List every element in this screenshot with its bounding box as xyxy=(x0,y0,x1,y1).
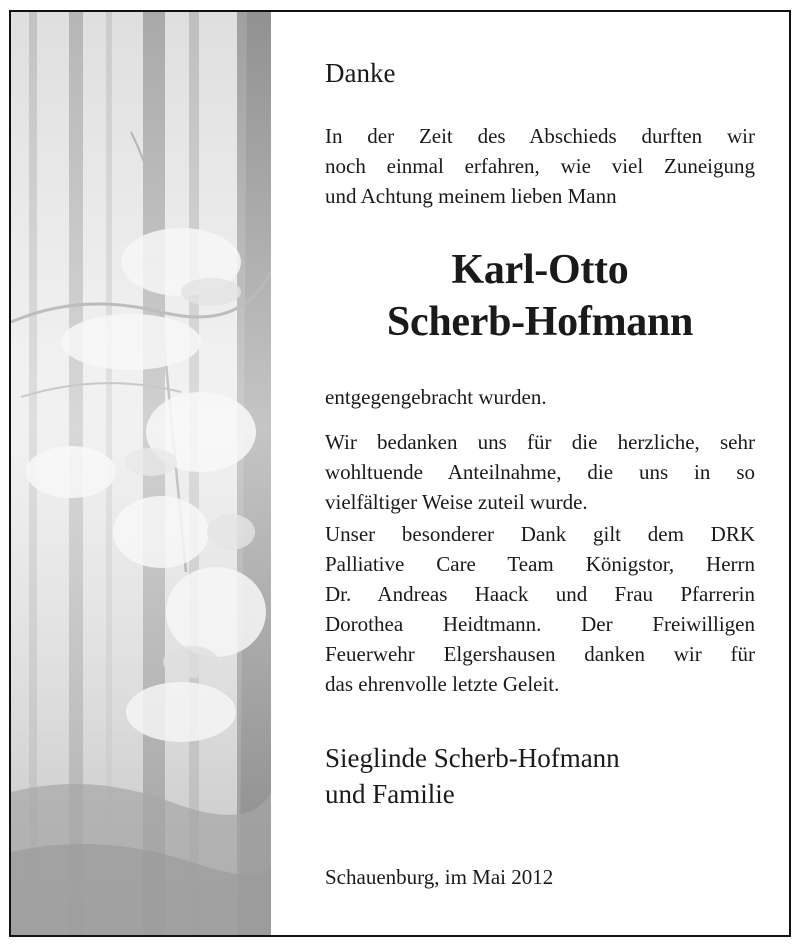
signature-line: Sieglinde Scherb-Hofmann xyxy=(325,743,620,773)
special-thanks-line: Palliative Care Team Königstor, Herrn xyxy=(325,552,755,576)
deceased-name xyxy=(325,244,755,348)
intro-line: In der Zeit des Abschieds durften wir xyxy=(325,124,755,148)
special-thanks-line: Feuerwehr Elgershausen danken wir für xyxy=(325,642,755,666)
continuation-paragraph xyxy=(325,382,755,412)
thanks-line: wohltuende Anteilnahme, die uns in so xyxy=(325,460,755,484)
signature-line: und Familie xyxy=(325,779,455,809)
thanks-paragraph xyxy=(325,427,755,517)
forest-illustration xyxy=(11,12,271,935)
place-date: Schauenburg, im Mai 2012 xyxy=(325,865,554,889)
special-thanks-line: Dorothea Heidtmann. Der Freiwilligen xyxy=(325,612,755,636)
thanks-line: Wir bedanken uns für die herzliche, sehr xyxy=(325,430,755,454)
special-thanks-line: Unser besonderer Dank gilt dem DRK xyxy=(325,522,755,546)
deceased-first-name: Karl-Otto xyxy=(451,247,629,293)
notice-heading: Danke xyxy=(325,58,396,88)
special-thanks-paragraph xyxy=(325,519,755,699)
special-thanks-line: Dr. Andreas Haack und Frau Pfarrerin xyxy=(325,582,755,606)
intro-line: noch einmal erfahren, wie viel Zuneigung xyxy=(325,154,755,178)
signature xyxy=(325,740,620,812)
deceased-last-name: Scherb-Hofmann xyxy=(386,299,694,345)
continuation-line: entgegengebracht wurden. xyxy=(325,385,547,409)
obituary-notice xyxy=(9,10,791,937)
intro-paragraph xyxy=(325,121,755,211)
intro-line: und Achtung meinem lieben Mann xyxy=(325,184,617,208)
thanks-line: vielfältiger Weise zuteil wurde. xyxy=(325,490,588,514)
special-thanks-line: das ehrenvolle letzte Geleit. xyxy=(325,672,560,696)
forest-photo xyxy=(11,12,271,935)
